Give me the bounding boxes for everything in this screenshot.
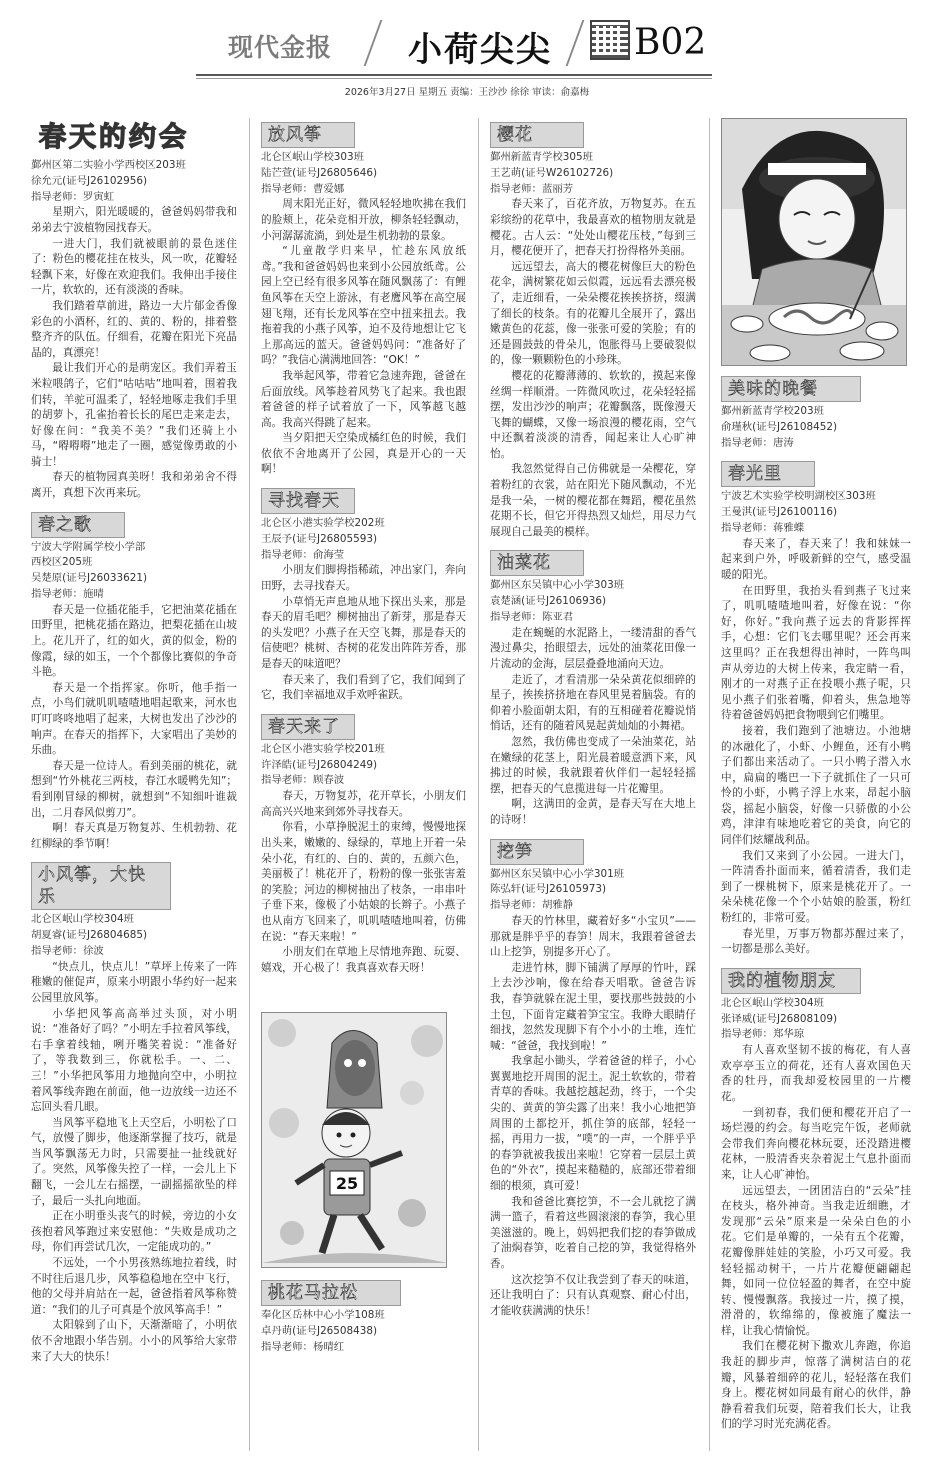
article <box>721 964 911 1433</box>
paragraph: 春天是一位插花能手，它把油菜花插在田野里，把桃花插在路边，把梨花插在山坡上。花儿开了，红的如火，黄的似金，粉的像霞，绿的如玉，一个个都像比赛似的争奇斗艳。 <box>31 603 237 679</box>
paragraph: 不远处，一个小男孩熟练地拉着线，时不时往后退几步，风筝稳稳地在空中飞行，他的父母并肩站在一起，爸爸指着风筝称赞道：“我们的儿子可真是个放风筝高手！” <box>31 1257 237 1316</box>
byline-line: 宁波艺术实验学校明湖校区303班 <box>721 490 876 503</box>
paragraph: 接着，我们跑到了池塘边。小池塘的冰融化了，小虾、小鲤鱼，还有小鸭子们都出来活动了。一只小鸭子潜入水中，扁扁的嘴巴一下子就抓住了一只可怜的小虾，小鸭子浮上水来，昂起小脑袋，摇起小脑袋，好像一只骄傲的小公鸡，津津有味地吃着它的美食，向它的同伴们炫耀战利品。 <box>721 724 911 847</box>
paragraph: 小朋友们在草地上尽情地奔跑、玩耍、嬉戏，开心极了！我真喜欢春天呀！ <box>261 946 466 974</box>
header-rule <box>196 74 712 76</box>
article-body <box>31 603 237 853</box>
column-1 <box>31 118 237 1371</box>
article-byline <box>721 489 911 536</box>
paragraph: 一到初春，我们便和樱花开启了一场烂漫的约会。每当吃完午饭，老师就会带我们奔向樱花林玩耍，还没踏进樱花林，一股清香夹杂着泥土气息扑面而来，让人心旷神怡。 <box>721 1106 911 1181</box>
article-body <box>31 205 237 501</box>
article <box>31 508 237 853</box>
article-title: 油菜花 <box>490 550 584 576</box>
paragraph: 忽然，我仿佛也变成了一朵油菜花，站在嫩绿的花茎上，阳光晨着暖意洒下来，风拂过的时候，我就跟着伙伴们一起轻轻摇摆，把春天的气息揽进每一片花瓣里。 <box>490 736 696 795</box>
article <box>490 546 696 828</box>
article <box>261 484 466 704</box>
byline-line: 指导老师：徐波 <box>31 944 104 957</box>
article-byline <box>31 158 237 205</box>
byline-line: 陆芒萱(证号J26805646) <box>261 166 378 179</box>
byline-line: 许泽皓(证号J26804249) <box>261 758 378 771</box>
paragraph: 这次挖笋不仅让我尝到了春天的味道，还让我明白了：只有认真观察、耐心付出，才能收获满满的快乐！ <box>490 1273 696 1317</box>
paragraph: 当夕阳把天空染成橘红色的时候，我们依依不舍地离开了公园，真是开心的一天啊！ <box>261 432 466 476</box>
article-body <box>31 960 237 1365</box>
article-title: 小风筝，大快乐 <box>31 862 171 910</box>
column-rule <box>249 118 250 1451</box>
qr-code-icon <box>590 20 630 60</box>
column-3 <box>490 118 696 1325</box>
paragraph: 我举起风筝，带着它急速奔跑，爸爸在后面放线。风筝趁着风势飞了起来。我也跟着爸爸的样子试着放了一下，风筝越飞越高。我高兴得跳了起来。 <box>261 369 466 429</box>
byline-line: 胡夏睿(证号J26804685) <box>31 929 148 942</box>
byline-line: 指导老师：顾春波 <box>261 774 345 787</box>
byline-line: 指导老师：唐涛 <box>721 436 794 449</box>
paragraph: 春天是一位诗人。看到美丽的桃花，就想到“竹外桃花三两枝，春江水暖鸭先知”；看到刚冒绿的柳树，就想到“不知细叶谁裁出，二月春风似剪刀”。 <box>31 759 237 819</box>
byline-line: 指导老师：罗寅虹 <box>31 190 115 203</box>
article-title: 桃花马拉松 <box>261 1280 401 1306</box>
paragraph: “快点儿，快点儿！”草坪上传来了一阵稚嫩的催促声，原来小明跟小华约好一起来公园里放风筝。 <box>31 960 237 1004</box>
byline-line: 指导老师：胡雅静 <box>490 899 574 912</box>
paragraph: 我们踏着草前进，路边一大片郁金香像彩色的小酒杯，红的、黄的、粉的，排着整整齐齐的队伍。仔细看，花瓣在阳光下亮晶晶的，真漂亮！ <box>31 299 237 359</box>
paragraph: 樱花的花瓣薄薄的、软软的，摸起来像丝绸一样顺滑。一阵微风吹过，花朵轻轻摇摆，发出沙沙的响声；花瓣飘落，既像漫天飞舞的蝴蝶，又像一场浪漫的樱花雨，空气中还飘着淡淡的清香，闻起来让人心旷神怡。 <box>490 369 696 460</box>
article <box>31 120 237 502</box>
article-body <box>490 914 696 1319</box>
paragraph: 春天是一个指挥家。你听，他手指一点，小鸟们就叽叽喳喳地唱起歌来，河水也叮叮咚咚地唱了起来，大树也发出了沙沙的响声。在春天的指挥下，大家唱出了美妙的乐曲。 <box>31 681 237 757</box>
byline-line: 指导老师：陈亚君 <box>490 611 574 624</box>
byline-line: 指导老师：俞海莹 <box>261 548 345 561</box>
article-body <box>261 563 466 703</box>
byline-line: 北仑区岷山学校304班 <box>31 913 134 926</box>
page-number: B02 <box>634 22 707 63</box>
paragraph: 远远望去，高大的樱花树像巨大的粉色花伞，满树繁花如云似霞，远远看去漂亮极了，走近细看，一朵朵樱花挨挨挤挤，缀满了细长的枝条。有的花瓣儿全展开了，露出嫩黄色的花蕊，像一张张可爱的笑脸；有的还是圆鼓鼓的骨朵儿，饱胀得马上要破裂似的，像一颗颗粉色的小珍珠。 <box>490 260 696 367</box>
article <box>261 118 466 478</box>
dinner-drawing <box>721 118 907 366</box>
paragraph: 我们又来到了小公园。一进大门，一阵清香扑面而来，循着清香，我们走到了一棵桃树下，原来是桃花开了。一朵朵桃花像一个个小姑娘的脸蛋，粉红粉红的，非常可爱。 <box>721 849 911 925</box>
paragraph: 春天来了，百花齐放，万物复苏。在五彩缤纷的花草中，我最喜欢的植物朋友就是樱花。古人云：“处处山樱花压枝，”每到三月，樱花便开了，把春天打扮得格外美丽。 <box>490 198 696 258</box>
paragraph: 啊，这满田的金黄，是春天写在大地上的诗呀！ <box>490 798 696 826</box>
paragraph: 春天来了，我们看到了它，我们闻到了它，我们幸福地双手欢呼雀跃。 <box>261 673 466 702</box>
article-byline <box>721 996 911 1043</box>
byline-line: 北仑区小港实验学校202班 <box>261 517 385 530</box>
article-title: 春之歌 <box>31 512 125 538</box>
article <box>490 835 696 1320</box>
article-byline <box>261 150 466 197</box>
article-byline <box>31 912 237 959</box>
article-title: 春光里 <box>721 461 815 487</box>
paragraph: 最让我们开心的是萌宠区。我们弄着玉米粒喂鸽子，它们“咕咕咕”地叫着，围着我们转，羊驼可温柔了，轻轻地啄走我们手里的胡萝卜，孔雀抬着长长的尾巴走来走去，好像在问：“我美不美？”我们还骑上小马，“嘚嘚嘚”地走了一圈，感觉像勇敢的小骑士！ <box>31 362 237 468</box>
byline-line: 张译威(证号J26808109) <box>721 1012 838 1025</box>
paragraph: 我忽然觉得自己仿佛就是一朵樱花，穿着粉红的衣裳，站在阳光下随风飘动，不光是我一朵，一树的樱花都在舞蹈，樱花虽然花期不长，但它开得热烈又灿烂，用尽力气展现自己最美的模样。 <box>490 463 696 538</box>
paragraph: 春天的植物园真美呀！我和弟弟舍不得离开，真想下次再来玩。 <box>31 471 237 500</box>
byline-line: 陈弘轩(证号J26105973) <box>490 883 607 896</box>
article-body <box>721 537 911 958</box>
article-title: 放风筝 <box>261 122 355 148</box>
paragraph: 远远望去，一团团洁白的“云朵”挂在枝头，格外神奇。当我走近细瞧，才发现那“云朵”原来是一朵朵白色的小花。它们是单瓣的，一朵有五个花瓣，花瓣像胖娃娃的笑脸，小巧又可爱。我轻轻摇动树干，一片片花瓣便翩翩起舞，如同一位位轻盈的舞者，在空中旋转、慢慢飘落。我接过一片，摸了摸，滑滑的，软绵绵的，像被施了魔法一样，让我心情愉悦。 <box>721 1184 911 1337</box>
article-body <box>261 789 466 976</box>
byline-line: 北仑区小港实验学校201班 <box>261 742 385 755</box>
girl-eating-noodles-drawing-icon <box>722 119 907 366</box>
article-byline <box>490 867 696 914</box>
article <box>721 457 911 957</box>
paragraph: 走进竹林，脚下铺满了厚厚的竹叶，踩上去沙沙响，像在给春天唱歌。爸爸告诉我，春笋就躲在泥土里，要找那些鼓鼓的小土包，下面肯定藏着笋宝宝。我睁大眼睛仔细找，忽然发现脚下有个小小的土堆，连忙喊：“爸爸，我找到啦！” <box>490 961 696 1052</box>
article-body <box>490 197 696 540</box>
byline-line: 鄞州新蓝青学校305班 <box>490 151 593 163</box>
byline-line: 王辰予(证号J26805593) <box>261 532 378 545</box>
divider-slash <box>566 20 585 66</box>
article <box>31 858 237 1365</box>
paragraph: 我们在樱花树下撒欢儿奔跑，你追我赶的脚步声，惊落了满树洁白的花瓣，风暴着细碎的花儿，轻轻落在我们身上。樱花树如同最有耐心的伙伴，静静看着我们玩耍，陪着我们长大，让我们的学习时光充满花香。 <box>721 1340 911 1431</box>
article-byline <box>261 1308 466 1355</box>
byline-line: 奉化区岳林中心小学108班 <box>261 1309 385 1322</box>
byline-line: 俞瑾秋(证号J26108452) <box>721 420 838 433</box>
byline-line: 卓丹萌(证号J26508438) <box>261 1325 378 1338</box>
article-byline <box>490 578 696 625</box>
article <box>721 372 911 451</box>
paragraph: 啊！春天真是万物复苏、生机勃勃、花红柳绿的季节啊！ <box>31 822 237 850</box>
article-byline <box>490 150 696 197</box>
byline-line: 北仑区岷山学校303班 <box>261 151 364 163</box>
section-title: 小荷尖尖 <box>408 30 552 70</box>
paragraph: 有人喜欢坚韧不拔的梅花，有人喜欢亭亭玉立的荷花，还有人喜欢国色天香的牡丹，而我却爱校园里的一片樱花。 <box>721 1044 911 1103</box>
article-title: 挖笋 <box>490 839 584 865</box>
article-title: 美味的晚餐 <box>721 376 861 402</box>
paragraph: “儿童散学归来早，忙趁东风放纸鸢。”我和爸爸妈妈也来到小公园放纸鸢。公园上空已经有很多风筝在随风飘荡了：有鲤鱼风筝在天空上游泳，有老鹰风筝在高空展翅飞翔，还有长龙风筝在空中扭来扭去。我拖着我的小燕子风筝，迫不及待地想让它飞上那高远的蓝天。爸爸妈妈问：“准备好了吗？”我信心满满地回答：“OK！” <box>261 245 466 367</box>
paragraph: 走在蜿蜒的水泥路上，一缕清甜的香气漫过鼻尖，抬眼望去，远处的油菜花田像一片流动的金海，层层叠叠地涌向天边。 <box>490 626 696 671</box>
paragraph: 我和爸爸比赛挖笋，不一会儿就挖了满满一篮子，看着这些圆滚滚的春笋，我心里美滋滋的。晚上，妈妈把我们挖的春笋做成了油焖春笋，吃着自己挖的笋，我觉得格外香。 <box>490 1195 696 1271</box>
column-rule <box>478 118 479 1451</box>
paragraph: 我拿起小锄头，学着爸爸的样子，小心翼翼地挖开周围的泥土。泥土软软的，带着青草的香味。我越挖越起劲，终于，一个尖尖的、黄黄的笋尖露了出来！我小心地把笋周围的土都挖开，抓住笋的底部，轻轻一摇，再用力一拔，“噗”的一声，一个胖乎乎的春笋就被我拔出来啦！它穿着一层层土黄色的“外衣”，摸起来糙糙的，底部还带着细细的根须，真可爱！ <box>490 1055 696 1193</box>
paragraph: 春天来了，春天来了！我和妹妹一起来到户外，呼吸新鲜的空气，感受温暖的阳光。 <box>721 537 911 581</box>
article <box>261 710 466 977</box>
divider-slash <box>364 20 383 66</box>
article <box>490 118 696 540</box>
article-title: 寻找春天 <box>261 488 355 514</box>
paragraph: 星期六，阳光暖暖的，爸爸妈妈带我和弟弟去宁波植物园找春天。 <box>31 206 237 234</box>
byline-line: 袁楚涵(证号J26106936) <box>490 595 607 608</box>
boy-running-race-drawing-icon <box>262 1013 447 1268</box>
byline-line: 指导老师：蒋雅蝶 <box>721 521 805 534</box>
byline-line: 吴楚原(证号J26033621) <box>31 572 148 585</box>
masthead <box>0 0 934 100</box>
byline-line: 指导老师：蓝丽芳 <box>490 182 574 195</box>
paragraph: 周末阳光正好，微风轻轻地吹拂在我们的脸颊上，花朵竞相开放，柳条轻轻飘动，小河潺潺流淌，到处是生机勃勃的景象。 <box>261 198 466 242</box>
article-body <box>261 197 466 478</box>
byline-line: 宁波大学附属学校小学部 <box>31 540 146 553</box>
column-4 <box>721 118 911 1439</box>
article-body <box>721 1043 911 1433</box>
paragraph: 春光里，万事万物都苏醒过来了，一切都是那么美好。 <box>721 927 911 956</box>
newspaper-brand: 现代金报 <box>228 33 333 62</box>
paragraph: 太阳躲到了山下，天渐渐暗了，小明依依不舍地跟小华告别。小小的风筝给大家带来了大大的快乐！ <box>31 1319 237 1363</box>
byline-line: 王艺萌(证号W26102726) <box>490 166 614 179</box>
byline-line: 鄞州新蓝青学校203班 <box>721 405 824 417</box>
column-rule <box>709 118 710 1451</box>
paragraph: 正在小明垂头丧气的时候，旁边的小女孩抱着风筝跑过来安慰他：“失败是成功之母，你们再尝试几次，一定能成功的。” <box>31 1210 237 1254</box>
paragraph: 小草悄无声息地从地下探出头来，那是春天的眉毛吧？柳树抽出了新芽，那是春天的头发吧？小燕子在天空飞舞，那是春天的信使吧？桃树、杏树的花发出阵阵芳香，那是春天的味道吧？ <box>261 595 466 671</box>
article-byline <box>721 404 911 451</box>
byline-line: 西校区205班 <box>31 556 93 569</box>
article-byline <box>261 742 466 789</box>
paragraph: 在田野里，我抬头看到燕子飞过来了，叽叽喳喳地叫着，好像在说：“你好，你好。”我向燕子远去的背影挥挥手，心想：它们飞去哪里呢？还会再来这里吗？正在我想得出神时，一阵鸟叫声从旁边的大树上传来，我定睛一看，刚才的一对燕子正在投喂小燕子呢，只见小燕子们张着嘴，仰着头，焦急地等待着爸爸妈妈把食物喂到它们嘴里。 <box>721 584 911 722</box>
article <box>261 1276 466 1355</box>
paragraph: 春天，万物复苏，花开草长，小朋友们高高兴兴地来到郊外寻找春天。 <box>261 790 466 818</box>
article-byline <box>261 516 466 563</box>
byline-line: 王曼淇(证号J26100116) <box>721 506 838 519</box>
paragraph: 一进大门，我们就被眼前的景色迷住了：粉色的樱花挂在枝头，风一吹，花瓣轻轻飘下来，好像在欢迎我们。我伸出手接住一片，软软的，还有淡淡的香味。 <box>31 237 237 297</box>
byline-line: 徐允元(证号J26102956) <box>31 174 148 187</box>
race-bib-number: 25 <box>335 1174 359 1194</box>
byline-line: 指导老师：曹爱娜 <box>261 182 345 195</box>
article-byline <box>31 540 237 603</box>
article-title: 我的植物朋友 <box>721 968 861 994</box>
article-body <box>490 626 696 829</box>
article-title: 春天来了 <box>261 714 355 740</box>
byline-line: 鄞州区东吴镇中心小学303班 <box>490 579 625 592</box>
article-title: 春天的约会 <box>39 122 189 153</box>
paragraph: 你看，小草挣脱泥土的束缚，慢慢地探出头来，嫩嫩的、绿绿的，草地上开着一朵朵小花，有红的、白的、黄的，五颜六色，美丽极了！桃花开了，粉粉的像一张张害羞的笑脸；河边的柳树抽出了枝条，一串串叶子垂下来，像极了小姑娘的长辫子。小燕子也从南方飞回来了，叽叽喳喳地叫着，仿佛在说：“春天来啦！” <box>261 821 466 943</box>
paragraph: 走近了，才看清那一朵朵黄花似细碎的星子，挨挨挤挤地在春风里晃着脑袋。有的仰着小脸面朝太阳，有的互相碰着花瓣说悄悄话，还有的随着风晃起黄灿灿的小舞裙。 <box>490 673 696 733</box>
header-rule-thin <box>196 78 712 79</box>
marathon-drawing <box>261 1012 447 1268</box>
byline-line: 指导老师：杨晴红 <box>261 1340 345 1353</box>
byline-line: 北仑区岷山学校304班 <box>721 996 824 1009</box>
byline-line: 指导老师：郑华琼 <box>721 1028 805 1041</box>
paragraph: 小朋友们脚拇指稀疏，冲出家门，奔向田野，去寻找春天。 <box>261 564 466 593</box>
column-2 <box>261 118 466 1362</box>
byline-line: 鄞州区第二实验小学西校区203班 <box>31 159 186 171</box>
article-title: 樱花 <box>490 122 584 148</box>
paragraph: 春天的竹林里，藏着好多“小宝贝”——那就是胖乎乎的春笋！周末，我跟着爸爸去山上挖笋，别提多开心了。 <box>490 914 696 959</box>
byline-line: 指导老师：施晴 <box>31 588 104 601</box>
dateline: 2026年3月27日 星期五 责编：王沙沙 徐徐 审读：俞嘉梅 <box>344 87 590 98</box>
paragraph: 当风筝平稳地飞上天空后，小明松了口气，放慢了脚步，他逐渐掌握了技巧，就是当风筝飘荡无力时，只需要扯一扯线就好了。突然，风筝像失控了一样，一会儿上下翻飞，一会儿左右摇摆，一副摇摇欲坠的样子，最后一头扎向地面。 <box>31 1116 237 1207</box>
paragraph: 小华把风筝高高举过头顶，对小明说：“准备好了吗？”小明左手拉着风筝线，右手拿着线轴，咧开嘴笑着说：“准备好了，等我数到三，你就松手。一、二、三！”小华把风筝用力地抛向空中，小明拉着风筝线奔跑在前面，他一边放线一边还不忘回头看几眼。 <box>31 1007 237 1114</box>
byline-line: 鄞州区东吴镇中心小学301班 <box>490 867 625 880</box>
